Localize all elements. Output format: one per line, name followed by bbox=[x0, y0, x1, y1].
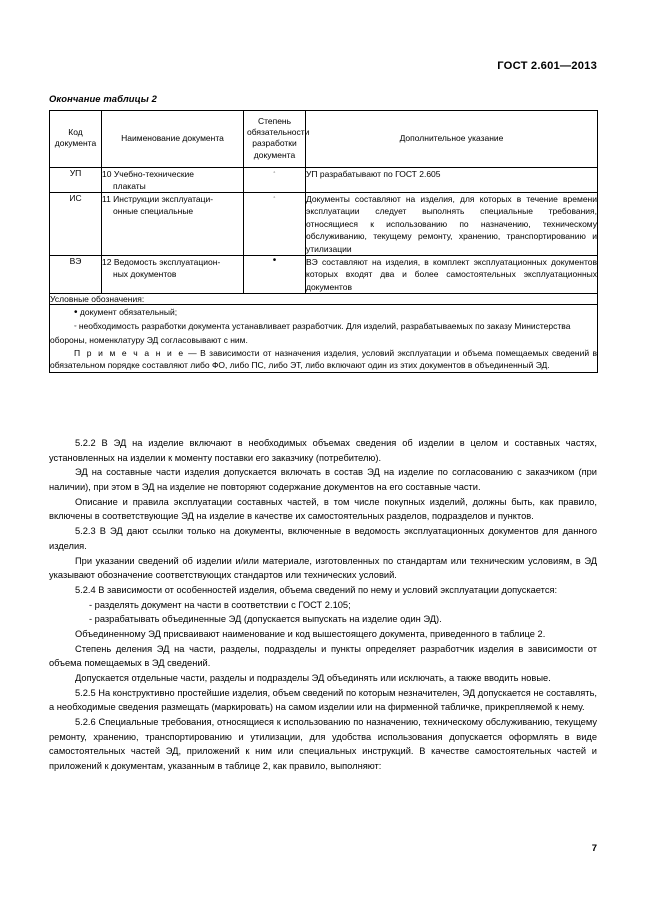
paragraph-5-2-5: 5.2.5 На конструктивно простейшие изделия, объем сведений по которым незначителен, ЭД допускается не составлять, а необходимые сведения размещать (маркировать) на самом изделии или на фирменной табличке, прикрепляемой к нему. bbox=[49, 687, 597, 713]
filled-dot-icon: • bbox=[272, 255, 277, 267]
legend-note-label: П р и м е ч а н и е bbox=[74, 347, 185, 358]
cell-code: ВЭ bbox=[50, 256, 102, 294]
table-body bbox=[50, 167, 598, 372]
cell-note: Документы составляют на изделия, для которых в течение времени эксплуатации следует выполнять специальные требования, относящиеся к использованию по назначению, техническому обслуживанию, текущему ремонту, хранению, транспортированию и утилизации bbox=[306, 194, 597, 254]
cell-name-line1: 11 Инструкции эксплуатаци- bbox=[102, 194, 214, 204]
cell-degree-mark bbox=[244, 256, 306, 294]
cell-degree-mark bbox=[244, 193, 306, 256]
list-item-split-document: - разделять документ на части в соответствии с ГОСТ 2.105; bbox=[89, 599, 351, 610]
column-header-degree-line2: обязательности bbox=[247, 127, 310, 138]
paragraph-description-rules: Описание и правила эксплуатации составных частей, в том числе покупных изделий, должны быть, как правило, включены в соответствующие ЭД на изделие в качестве их самостоятельных разделов, подразделов и пунктов. bbox=[49, 496, 597, 522]
document-header-standard-ref: ГОСТ 2.601—2013 bbox=[497, 60, 597, 72]
legend-title: Условные обозначения: bbox=[50, 294, 598, 305]
table-row bbox=[50, 167, 598, 192]
paragraph-5-2-4: 5.2.4 В зависимости от особенностей изделия, объема сведений по нему и условий эксплуатации допускается: bbox=[75, 584, 558, 595]
table-row bbox=[50, 256, 598, 294]
column-header-degree bbox=[244, 111, 310, 168]
column-header-degree-line4: документа bbox=[253, 149, 296, 160]
legend-title-row bbox=[50, 294, 598, 305]
page-number: 7 bbox=[591, 843, 597, 854]
paragraph-standards-ref: При указании сведений об изделии и/или материале, изготовленных по стандартам или техническим условиям, в ЭД указывают обозначение соответствующих стандартов или технических условий. bbox=[49, 555, 597, 581]
cell-name-line2: плакаты bbox=[113, 180, 146, 191]
table-caption: Окончание таблицы 2 bbox=[49, 93, 157, 104]
cell-name-line2: онные специальные bbox=[113, 206, 194, 217]
cell-name bbox=[102, 167, 244, 192]
legend-note bbox=[50, 347, 597, 373]
paragraph-5-2-6: 5.2.6 Специальные требования, относящиеся к использованию по назначению, техническому обслуживанию, текущему ремонту, хранению, транспортированию и утилизации, для удобства использования допускается оформлять в виде самостоятельных частей ЭД, приложений к ним или специальных инструкций. В качестве самостоятельных частей и приложений к документам, указанным в таблице 2, как правило, выполняют: bbox=[49, 717, 597, 772]
cell-name-line1: 10 Учебно-технические bbox=[102, 168, 195, 179]
list-item-combined-ed: - разрабатывать объединенные ЭД (допускается выпускать на изделие один ЭД). bbox=[89, 614, 442, 625]
column-header-note: Дополнительное указание bbox=[306, 111, 598, 168]
paragraph-ed-components: ЭД на составные части изделия допускается включать в состав ЭД на изделие по согласованию с заказчиком (при наличии), при этом в ЭД на изделие не повторяют содержание документов на его составные части. bbox=[49, 467, 597, 493]
legend-body bbox=[50, 305, 598, 373]
open-circle-icon: ◦ bbox=[273, 195, 276, 201]
legend-item bbox=[50, 320, 597, 346]
legend-item bbox=[50, 305, 597, 320]
table-header-row bbox=[50, 111, 598, 168]
cell-name-line1: 12 Ведомость эксплуатацион- bbox=[102, 257, 221, 268]
paragraph-merge-exclude: Допускается отдельные части, разделы и подразделы ЭД объединять или исключать, а также вводить новые. bbox=[75, 673, 551, 683]
legend-body-row bbox=[50, 305, 598, 373]
filled-dot-icon: • bbox=[74, 307, 78, 319]
column-header-code-line2: документа bbox=[54, 138, 97, 149]
column-header-code bbox=[50, 111, 102, 168]
cell-code: УП bbox=[50, 167, 102, 192]
document-types-table bbox=[49, 110, 598, 373]
column-header-degree-line3: разработки bbox=[252, 138, 297, 149]
cell-note: ВЭ составляют на изделия, в комплект эксплуатационных документов которых входят два и более самостоятельных эксплуатационных документов bbox=[306, 257, 597, 292]
column-header-name: Наименование документа bbox=[102, 111, 244, 168]
cell-code: ИС bbox=[50, 193, 102, 256]
legend-note-text: — В зависимости от назначения изделия, условий эксплуатации и объема помещаемых сведений в обязательном порядке составляют либо ФО, либо ПС, либо ЭТ, либо включают один из этих документов в объединенный ЭД. bbox=[50, 347, 598, 371]
cell-degree-mark bbox=[244, 167, 306, 192]
table-header bbox=[50, 111, 598, 168]
legend-item-text: документ обязательный; bbox=[79, 307, 178, 318]
paragraph-combined-ed-naming: Объединенному ЭД присваивают наименование и код вышестоящего документа, приведенного в таблице 2. bbox=[75, 628, 546, 639]
cell-note: УП разрабатывают по ГОСТ 2.605 bbox=[306, 167, 598, 192]
column-header-degree-line1: Степень bbox=[257, 116, 292, 126]
table-row bbox=[50, 193, 598, 256]
cell-name-line2: ных документов bbox=[113, 269, 177, 280]
paragraph-5-2-2: 5.2.2 В ЭД на изделие включают в необходимых объемах сведения об изделии в целом и составных частях, установленных на изделии к моменту поставки его заказчику (потребителю). bbox=[49, 438, 597, 463]
paragraph-division-degree: Степень деления ЭД на части, разделы, подразделы и пункты определяет разработчик изделия в зависимости от объема помещаемых в ЭД сведений. bbox=[49, 643, 597, 669]
body-text bbox=[49, 436, 597, 774]
column-header-code-line1: Код bbox=[68, 127, 83, 138]
cell-name bbox=[102, 193, 244, 256]
cell-name bbox=[102, 256, 244, 294]
open-circle-icon: ◦ bbox=[74, 323, 77, 331]
legend-item-text: необходимость разработки документа устанавливает разработчик. Для изделий, разрабатываемых по заказу Министерства обороны, номенклатуру ЭД согласовывают с ним. bbox=[50, 321, 571, 345]
paragraph-5-2-3: 5.2.3 В ЭД дают ссылки только на документы, включенные в ведомость эксплуатационных документов для данного изделия. bbox=[49, 526, 597, 551]
open-circle-icon: ◦ bbox=[273, 169, 276, 176]
